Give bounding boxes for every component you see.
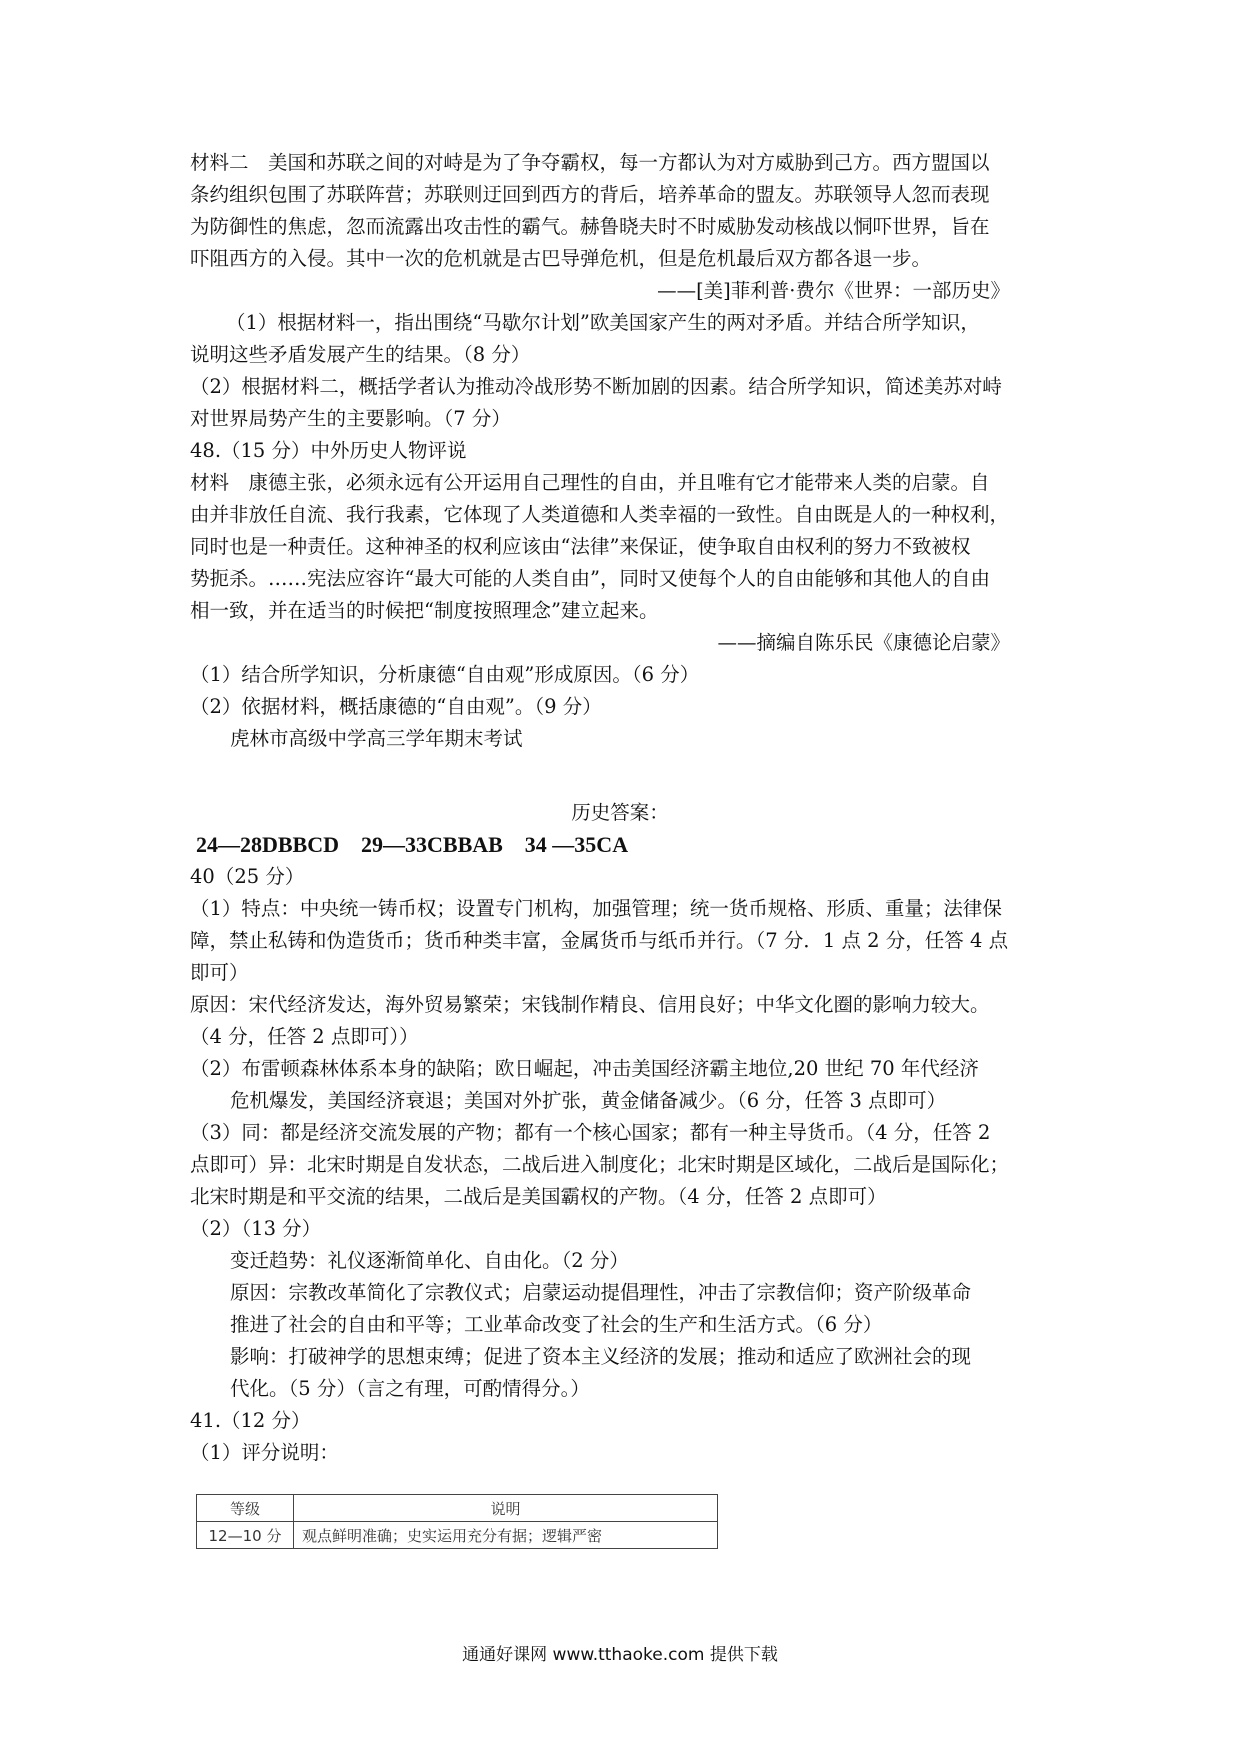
text-line: 原因：宋代经济发达，海外贸易繁荣；宋钱制作精良、信用良好；中华文化圈的影响力较大。 (190, 993, 990, 1016)
text-line: 为防御性的焦虑，忽而流露出攻击性的霸气。赫鲁晓夫时不时威胁发动核战以恫吓世界，旨在 (190, 215, 990, 238)
text-line: 材料二 美国和苏联之间的对峙是为了争夺霸权，每一方都认为对方威胁到己方。西方盟国以 (190, 151, 990, 174)
exam-title: 虎林市高级中学高三学年期末考试 (230, 727, 523, 750)
question: （2）根据材料二，概括学者认为推动冷战形势不断加剧的因素。结合所学知识，简述美苏对峙 (190, 375, 1002, 398)
citation: ——摘编自陈乐民《康德论启蒙》 (717, 631, 1010, 654)
text-line: 点即可）异：北宋时期是自发状态，二战后进入制度化；北宋时期是区域化，二战后是国际化； (190, 1153, 1010, 1176)
text-line: 40（25 分） (190, 865, 305, 888)
table-cell: 12—10 分 (197, 1522, 294, 1549)
text-line: 条约组织包围了苏联阵营；苏联则迂回到西方的背后，培养革命的盟友。苏联领导人忽而表现 (190, 183, 990, 206)
text-line: 对世界局势产生的主要影响。（7 分） (190, 407, 511, 430)
text-line: （2）布雷顿森林体系本身的缺陷；欧日崛起，冲击美国经济霸主地位,20 世纪 70 年代经济 (190, 1057, 979, 1080)
table-header-row (197, 1495, 718, 1522)
text-line: 障，禁止私铸和伪造货币；货币种类丰富，金属货币与纸币并行。（7 分．1 点 2 分，任答 4 点 (190, 929, 1009, 952)
text-line: 41.（12 分） (190, 1409, 311, 1432)
table-cell: 观点鲜明准确；史实运用充分有据；逻辑严密 (294, 1522, 718, 1549)
text-line: 原因：宗教改革简化了宗教仪式；启蒙运动提倡理性，冲击了宗教信仰；资产阶级革命 (230, 1281, 972, 1304)
table-header: 说明 (294, 1495, 718, 1522)
text-line: 北宋时期是和平交流的结果，二战后是美国霸权的产物。（4 分，任答 2 点即可） (190, 1185, 887, 1208)
text-line: 影响：打破神学的思想束缚；促进了资本主义经济的发展；推动和适应了欧洲社会的现 (230, 1345, 972, 1368)
text-line: 势扼杀。……宪法应容许“最大可能的人类自由”，同时又使每个人的自由能够和其他人的自由 (190, 567, 990, 590)
text-line: （1）特点：中央统一铸币权；设置专门机构，加强管理；统一货币规格、形质、重量；法律保 (190, 897, 1002, 920)
text-line: 吓阻西方的入侵。其中一次的危机就是古巴导弹危机，但是危机最后双方都各退一步。 (190, 247, 932, 270)
table-row (197, 1522, 718, 1549)
footer: 通通好课网 www.tthaoke.com 提供下载 (462, 1645, 778, 1665)
grading-table (196, 1494, 718, 1549)
citation: ——[美]菲利普·费尔《世界：一部历史》 (657, 279, 1010, 302)
text-line: （3）同：都是经济交流发展的产物；都有一个核心国家；都有一种主导货币。（4 分，任答 2 (190, 1121, 991, 1144)
question: （1）根据材料一，指出围绕“马歇尔计划”欧美国家产生的两对矛盾。并结合所学知识， (226, 311, 980, 334)
text-line: （1）评分说明： (190, 1441, 339, 1464)
text-line: 相一致，并在适当的时候把“制度按照理念”建立起来。 (190, 599, 659, 622)
text-line: 由并非放任自流、我行我素，它体现了人类道德和人类幸福的一致性。自由既是人的一种权利， (190, 503, 1010, 526)
text-line: （4 分，任答 2 点即可）） (190, 1025, 419, 1048)
text-line: 说明这些矛盾发展产生的结果。（8 分） (190, 343, 531, 366)
question-heading: 48.（15 分）中外历史人物评说 (190, 439, 467, 462)
text-line: 推进了社会的自由和平等；工业革命改变了社会的生产和生活方式。（6 分） (230, 1313, 883, 1336)
question: （1）结合所学知识，分析康德“自由观”形成原因。（6 分） (190, 663, 700, 686)
answer-key: 24—28DBBCD 29—33CBBAB 34 —35CA (196, 832, 629, 857)
text-line: 即可） (190, 961, 249, 984)
text-line: 危机爆发，美国经济衰退；美国对外扩张，黄金储备减少。（6 分，任答 3 点即可） (230, 1089, 947, 1112)
text-line: 同时也是一种责任。这种神圣的权利应该由“法律”来保证，使争取自由权利的努力不致被权 (190, 535, 971, 558)
text-line: 代化。（5 分）（言之有理，可酌情得分。） (230, 1377, 590, 1400)
table-header: 等级 (197, 1495, 294, 1522)
answer-heading: 历史答案： (571, 801, 669, 824)
text-line: （2）（13 分） (190, 1217, 322, 1240)
text-line: 材料 康德主张，必须永远有公开运用自己理性的自由，并且唯有它才能带来人类的启蒙。自 (190, 471, 990, 494)
question: （2）依据材料，概括康德的“自由观”。（9 分） (190, 695, 602, 718)
text-line: 变迁趋势：礼仪逐渐简单化、自由化。（2 分） (230, 1249, 629, 1272)
